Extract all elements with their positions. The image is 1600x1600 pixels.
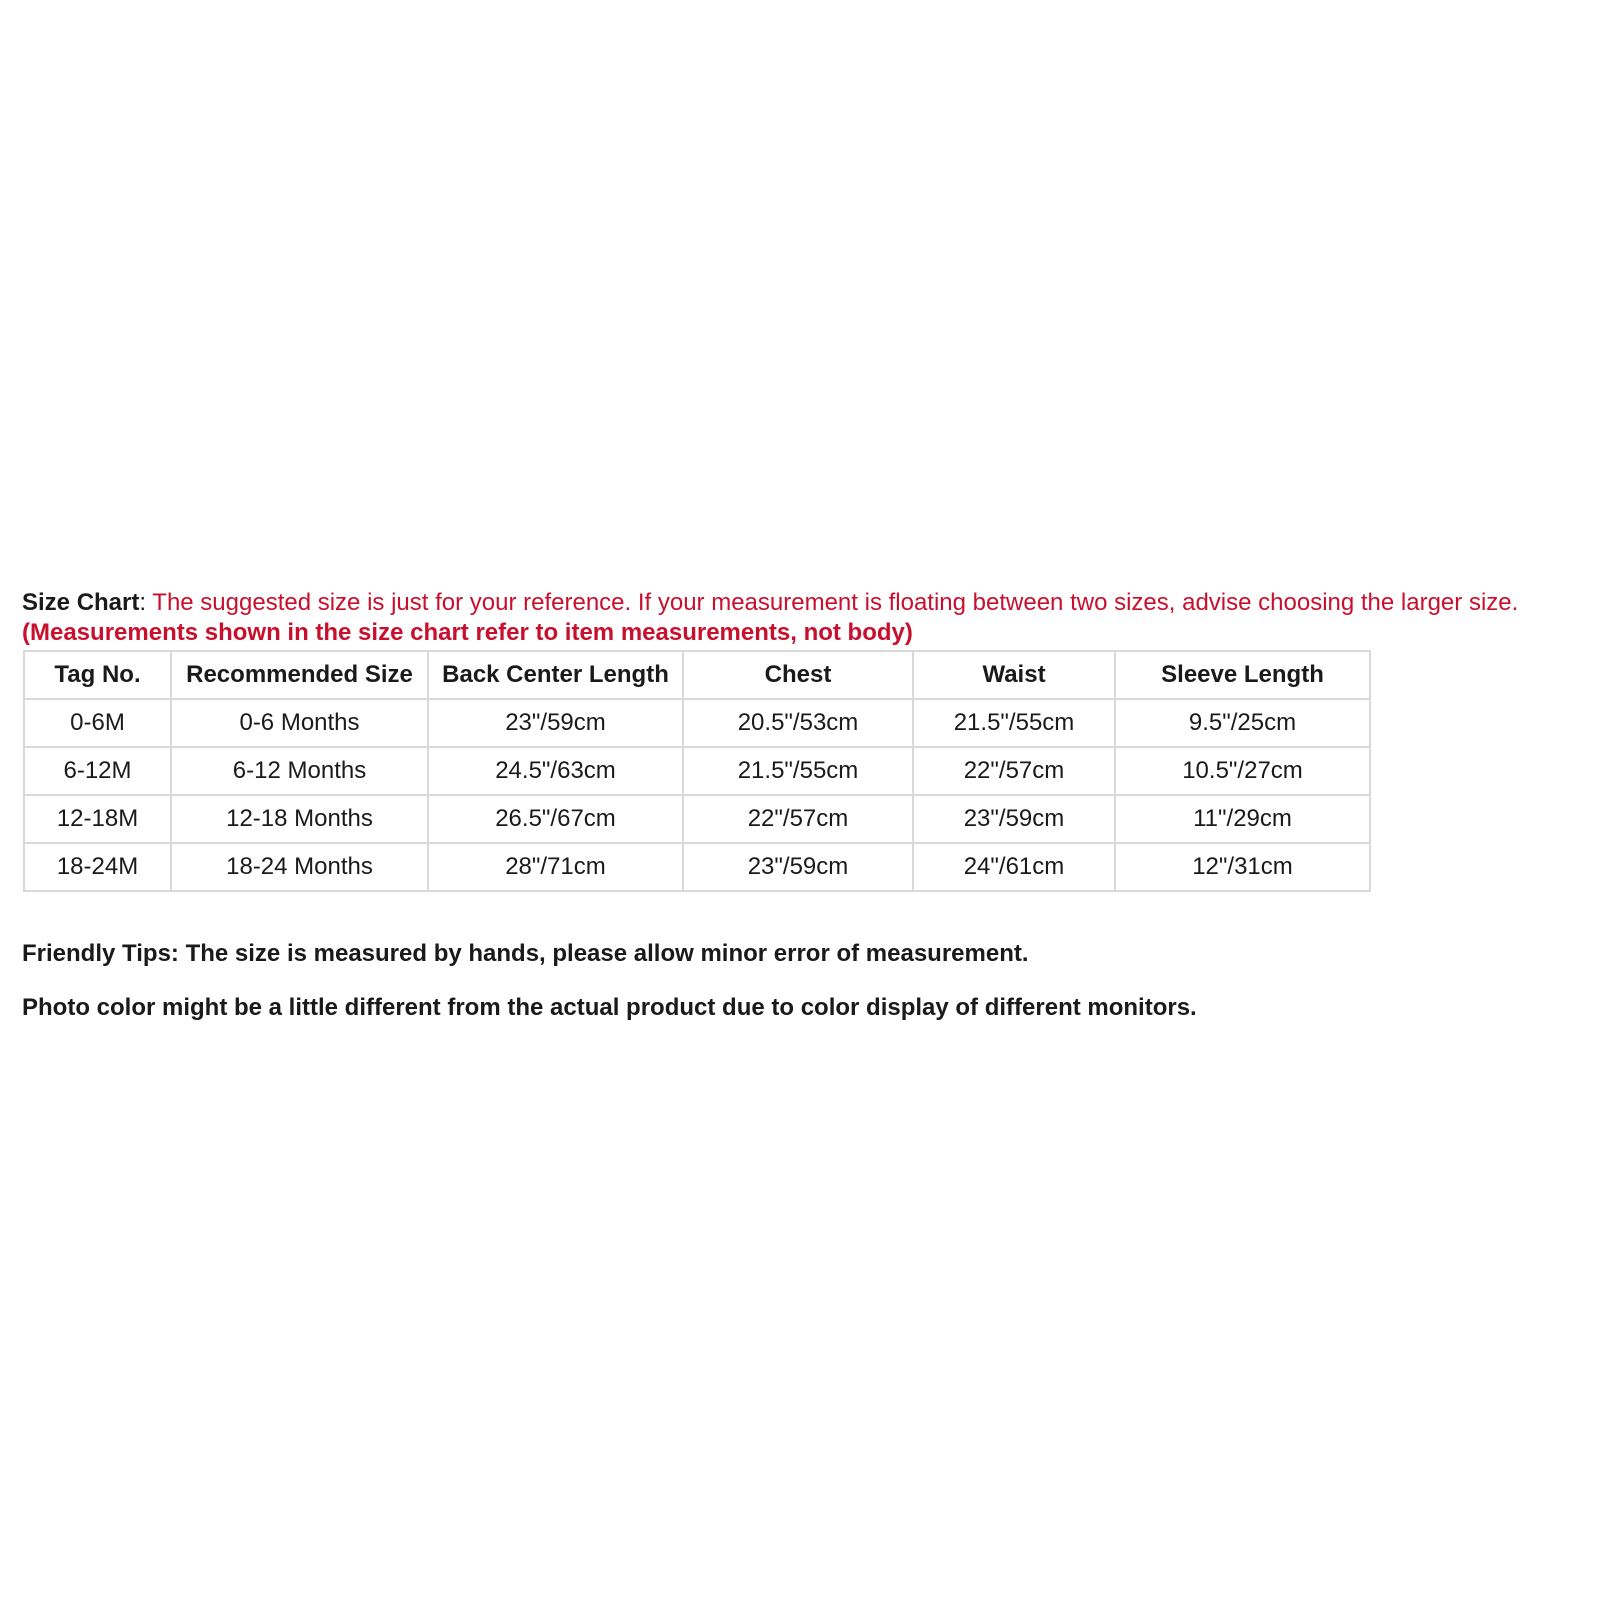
table-row (24, 795, 1370, 843)
header-sleeve-length: Sleeve Length (1115, 651, 1370, 699)
cell-chest: 22"/57cm (683, 795, 913, 843)
header-chest: Chest (683, 651, 913, 699)
size-chart-note-bold: (Measurements shown in the size chart refer to item measurements, not body) (22, 619, 913, 646)
cell-waist: 22"/57cm (913, 747, 1115, 795)
cell-sleeve-length: 12"/31cm (1115, 843, 1370, 891)
size-chart-label: Size Chart (22, 589, 140, 616)
size-chart-intro (22, 588, 1562, 648)
table-row (24, 699, 1370, 747)
cell-sleeve-length: 11"/29cm (1115, 795, 1370, 843)
size-chart-note: The suggested size is just for your reference. If your measurement is floating between two sizes, advise choosing the larger size. (146, 589, 1519, 616)
cell-chest: 21.5"/55cm (683, 747, 913, 795)
header-recommended-size: Recommended Size (171, 651, 428, 699)
cell-back-center-length: 28"/71cm (428, 843, 683, 891)
cell-waist: 24"/61cm (913, 843, 1115, 891)
table-row (24, 843, 1370, 891)
cell-tag-no: 6-12M (24, 747, 171, 795)
header-tag-no: Tag No. (24, 651, 171, 699)
header-back-center-length: Back Center Length (428, 651, 683, 699)
cell-recommended-size: 6-12 Months (171, 747, 428, 795)
cell-recommended-size: 0-6 Months (171, 699, 428, 747)
cell-waist: 23"/59cm (913, 795, 1115, 843)
cell-tag-no: 12-18M (24, 795, 171, 843)
cell-tag-no: 0-6M (24, 699, 171, 747)
friendly-tips-text: Friendly Tips: The size is measured by hands, please allow minor error of measurement. (22, 940, 1029, 967)
cell-sleeve-length: 9.5"/25cm (1115, 699, 1370, 747)
cell-back-center-length: 23"/59cm (428, 699, 683, 747)
cell-recommended-size: 18-24 Months (171, 843, 428, 891)
cell-chest: 23"/59cm (683, 843, 913, 891)
cell-chest: 20.5"/53cm (683, 699, 913, 747)
size-chart-separator: : (139, 589, 147, 616)
cell-sleeve-length: 10.5"/27cm (1115, 747, 1370, 795)
cell-recommended-size: 12-18 Months (171, 795, 428, 843)
header-waist: Waist (913, 651, 1115, 699)
cell-tag-no: 18-24M (24, 843, 171, 891)
table-row (24, 747, 1370, 795)
table-header-row (24, 651, 1370, 699)
size-table (23, 650, 1371, 892)
cell-waist: 21.5"/55cm (913, 699, 1115, 747)
cell-back-center-length: 26.5"/67cm (428, 795, 683, 843)
photo-color-note: Photo color might be a little different from the actual product due to color display of different monitors. (22, 994, 1197, 1021)
cell-back-center-length: 24.5"/63cm (428, 747, 683, 795)
